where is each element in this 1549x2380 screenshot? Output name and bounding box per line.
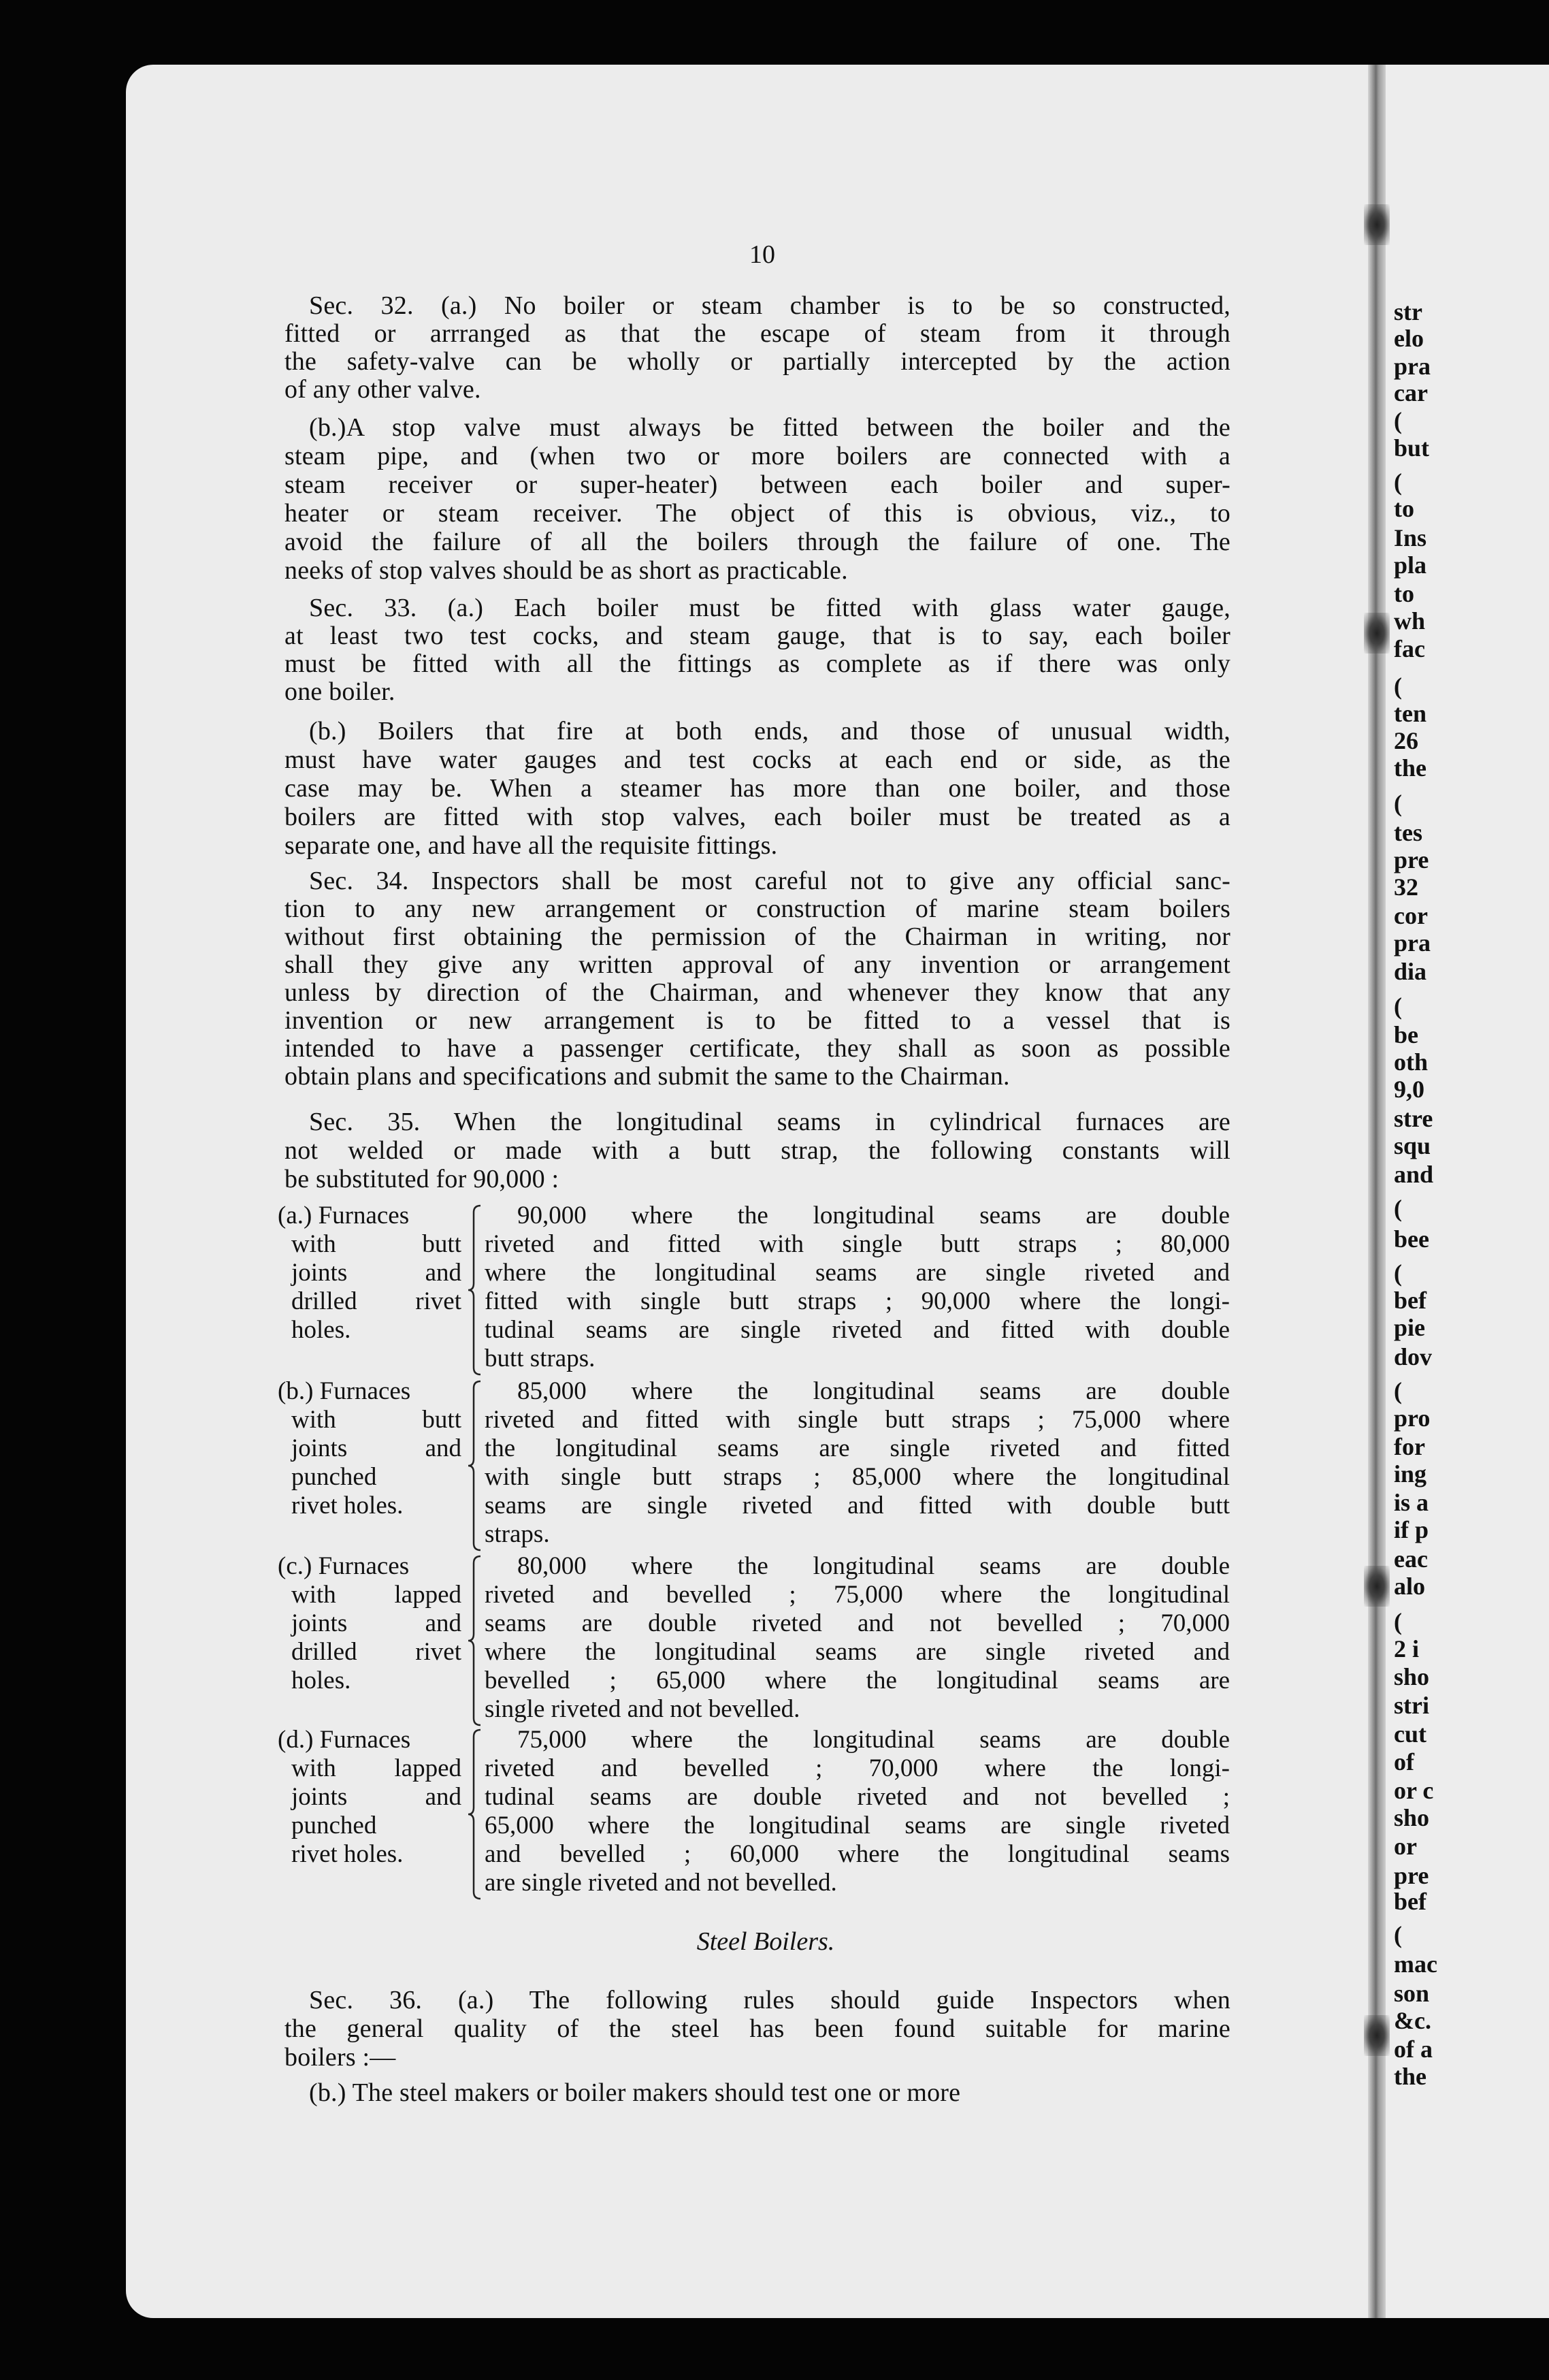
paragraph-line: Sec. 35. When the longitudinal seams in cylindrical furnaces are <box>309 1108 1230 1136</box>
binding-stitch <box>1364 2015 1390 2056</box>
furnace-label-line: rivet holes. <box>291 1492 404 1519</box>
paragraph-line: not welded or made with a butt strap, the following constants will <box>284 1136 1230 1165</box>
book-gutter <box>1368 65 1386 2318</box>
paragraph-line: (b.) Boilers that fire at both ends, and those of unusual width, <box>309 717 1230 745</box>
facing-page-fragment: ( <box>1394 468 1402 496</box>
furnace-constant-line: single riveted and not bevelled. <box>485 1695 800 1723</box>
paragraph-line: boilers are fitted with stop valves, each boiler must be treated as a <box>284 803 1230 831</box>
paragraph-line: neeks of stop valves should be as short as practicable. <box>284 556 848 585</box>
furnace-label-line: with butt <box>291 1406 461 1434</box>
facing-page-fragment: cut <box>1394 1720 1426 1748</box>
furnace-label-line: with butt <box>291 1230 461 1258</box>
page-number: 10 <box>749 240 775 269</box>
facing-page-fragment: ( <box>1394 1377 1402 1404</box>
furnace-constant-line: with single butt straps ; 85,000 where the longitudinal <box>485 1463 1230 1491</box>
furnace-constant-line: 65,000 where the longitudinal seams are single riveted <box>485 1812 1230 1839</box>
facing-page-fragment: ( <box>1394 1921 1402 1948</box>
facing-page-fragment: but <box>1394 434 1430 462</box>
facing-page-fragment: ( <box>1394 1608 1402 1635</box>
paragraph-line: without first obtaining the permission of the Chairman in writing, nor <box>284 922 1230 951</box>
paragraph-line: one boiler. <box>284 677 395 706</box>
facing-page-fragment: fac <box>1394 635 1425 662</box>
furnace-constant-line: 85,000 where the longitudinal seams are double <box>517 1377 1230 1405</box>
furnace-constant-line: seams are single riveted and fitted with double butt <box>485 1492 1230 1519</box>
paragraph-line: tion to any new arrangement or construction of marine steam boilers <box>284 895 1230 923</box>
binding-stitch <box>1364 1566 1390 1607</box>
furnace-label-line: drilled rivet <box>291 1638 461 1666</box>
facing-page-fragment: ( <box>1394 673 1402 700</box>
facing-page-fragment: dov <box>1394 1343 1433 1370</box>
furnace-label-line: drilled rivet <box>291 1287 461 1315</box>
furnace-constant-line: fitted with single butt straps ; 90,000 where the longi- <box>485 1287 1230 1315</box>
paragraph-line: be substituted for 90,000 : <box>284 1165 559 1193</box>
facing-page-fragment: ( <box>1394 1195 1402 1222</box>
furnace-label-line: punched <box>291 1812 377 1839</box>
furnace-constant-line: are single riveted and not bevelled. <box>485 1869 837 1897</box>
binding-stitch <box>1364 204 1390 245</box>
facing-page-fragment: ( <box>1394 993 1402 1020</box>
furnace-constant-line: 90,000 where the longitudinal seams are double <box>517 1202 1230 1229</box>
paragraph-line: intended to have a passenger certificate, they shall as soon as possible <box>284 1034 1230 1063</box>
furnace-constant-line: riveted and fitted with single butt straps ; 80,000 <box>485 1230 1230 1258</box>
facing-page-fragment: pre <box>1394 1862 1429 1889</box>
furnace-constant-line: riveted and fitted with single butt straps ; 75,000 where <box>485 1406 1230 1434</box>
paragraph-line: unless by direction of the Chairman, and whenever they know that any <box>284 978 1230 1007</box>
facing-page-fragment: or c <box>1394 1777 1434 1804</box>
facing-page-fragment: the <box>1394 754 1426 782</box>
paragraph-line: Sec. 32. (a.) No boiler or steam chamber is to be so constructed, <box>309 291 1230 320</box>
furnace-label-line: (b.) Furnaces <box>278 1377 411 1405</box>
brace-icon <box>468 1728 482 1900</box>
paragraph-line: avoid the failure of all the boilers through the failure of one. The <box>284 528 1230 556</box>
furnace-label-line: (a.) Furnaces <box>278 1202 410 1229</box>
furnace-label-line: joints and <box>291 1609 461 1637</box>
paragraph-line: separate one, and have all the requisite fittings. <box>284 831 778 860</box>
facing-page-fragment: elo <box>1394 325 1424 352</box>
paragraph-line: invention or new arrangement is to be fitted to a vessel that is <box>284 1006 1230 1035</box>
paragraph-line: obtain plans and specifications and submit the same to the Chairman. <box>284 1062 1010 1091</box>
furnace-constant-line: tudinal seams are double riveted and not bevelled ; <box>485 1783 1230 1811</box>
facing-page-fragment: wh <box>1394 607 1426 634</box>
furnace-constant-line: bevelled ; 65,000 where the longitudinal seams are <box>485 1667 1230 1694</box>
furnace-constant-line: riveted and bevelled ; 70,000 where the longi- <box>485 1754 1230 1782</box>
facing-page-fragment: tes <box>1394 819 1422 846</box>
binding-stitch <box>1364 613 1390 654</box>
facing-page-fragment: squ <box>1394 1132 1431 1159</box>
facing-page-fragment: 9,0 <box>1394 1076 1424 1103</box>
brace-icon <box>468 1380 482 1551</box>
facing-page-fragment: and <box>1394 1161 1434 1188</box>
facing-page-fragment: ( <box>1394 790 1402 817</box>
furnace-constant-line: straps. <box>485 1520 550 1548</box>
furnace-constant-line: where the longitudinal seams are single riveted and <box>485 1259 1230 1287</box>
facing-page-fragment: if p <box>1394 1516 1429 1543</box>
furnace-constant-line: the longitudinal seams are single riveted and fitted <box>485 1434 1230 1462</box>
facing-page-fragment: bee <box>1394 1225 1429 1253</box>
paragraph-line: must have water gauges and test cocks at each end or side, as the <box>284 745 1230 774</box>
paragraph-line: must be fitted with all the fittings as complete as if there was only <box>284 649 1230 678</box>
facing-page-fragment: or <box>1394 1833 1417 1860</box>
facing-page-fragment: cor <box>1394 902 1428 929</box>
furnace-label-line: punched <box>291 1463 377 1491</box>
paragraph-line: Sec. 34. Inspectors shall be most careful not to give any official sanc- <box>309 867 1230 895</box>
facing-page-fragment: 2 i <box>1394 1635 1420 1662</box>
facing-page-fragment: of <box>1394 1748 1414 1775</box>
paragraph-line: (b.) The steel makers or boiler makers should test one or more <box>309 2078 961 2107</box>
facing-page-fragment: of a <box>1394 2036 1433 2063</box>
section-heading-steel-boilers: Steel Boilers. <box>696 1927 835 1956</box>
paragraph-line: at least two test cocks, and steam gauge, that is to say, each boiler <box>284 622 1230 650</box>
furnace-label-line: rivet holes. <box>291 1840 404 1868</box>
furnace-constant-line: tudinal seams are single riveted and fitted with double <box>485 1316 1230 1344</box>
brace-icon <box>468 1555 482 1726</box>
paragraph-line: the safety-valve can be wholly or partially intercepted by the action <box>284 347 1230 376</box>
paragraph-line: boilers :— <box>284 2043 396 2072</box>
facing-page-fragment: oth <box>1394 1048 1429 1076</box>
paragraph-line: (b.)A stop valve must always be fitted between the boiler and the <box>309 413 1230 442</box>
facing-page-fragment: pre <box>1394 846 1429 873</box>
facing-page-fragment: stre <box>1394 1105 1433 1132</box>
facing-page-fragment: for <box>1394 1433 1425 1460</box>
furnace-constant-line: 75,000 where the longitudinal seams are double <box>517 1726 1230 1754</box>
furnace-constant-line: 80,000 where the longitudinal seams are double <box>517 1552 1230 1580</box>
facing-page-fragment: &c. <box>1394 2007 1431 2034</box>
furnace-label-line: joints and <box>291 1783 461 1811</box>
paragraph-line: steam receiver or super-heater) between each boiler and super- <box>284 470 1230 499</box>
facing-page-fragment: pro <box>1394 1404 1431 1432</box>
facing-page-fragment: is a <box>1394 1489 1429 1516</box>
furnace-constant-line: and bevelled ; 60,000 where the longitudinal seams <box>485 1840 1230 1868</box>
facing-page-fragment: sho <box>1394 1663 1430 1690</box>
furnace-constant-line: butt straps. <box>485 1345 596 1372</box>
paragraph-line: steam pipe, and (when two or more boilers are connected with a <box>284 442 1230 470</box>
paragraph-line: the general quality of the steel has been found suitable for marine <box>284 2014 1230 2043</box>
facing-page-fragment: eac <box>1394 1545 1428 1573</box>
facing-page-fragment: car <box>1394 379 1428 406</box>
facing-page-fragment: str <box>1394 298 1422 325</box>
furnace-label-line: joints and <box>291 1434 461 1462</box>
paragraph-line: shall they give any written approval of any invention or arrangement <box>284 950 1230 979</box>
facing-page-fragment: mac <box>1394 1950 1437 1978</box>
facing-page-fragment: dia <box>1394 958 1427 985</box>
paragraph-line: case may be. When a steamer has more than one boiler, and those <box>284 774 1230 803</box>
furnace-label-line: with lapped <box>291 1581 461 1609</box>
furnace-constant-line: riveted and bevelled ; 75,000 where the longitudinal <box>485 1581 1230 1609</box>
facing-page-fragment: bef <box>1394 1888 1426 1915</box>
furnace-label-line: holes. <box>291 1316 351 1344</box>
facing-page-fragment: be <box>1394 1021 1418 1048</box>
paragraph-line: heater or steam receiver. The object of this is obvious, viz., to <box>284 499 1230 528</box>
facing-page-fragment: ( <box>1394 407 1402 434</box>
facing-page-fragment: to <box>1394 495 1414 522</box>
facing-page-fragment: sho <box>1394 1804 1430 1831</box>
furnace-constant-line: where the longitudinal seams are single riveted and <box>485 1638 1230 1666</box>
facing-page-fragment: to <box>1394 580 1414 607</box>
facing-page-fragment: stri <box>1394 1692 1429 1719</box>
paragraph-line: fitted or arrranged as that the escape of steam from it through <box>284 319 1230 348</box>
facing-page-fragment: 32 <box>1394 873 1418 901</box>
facing-page-fragment: Ins <box>1394 524 1427 551</box>
facing-page-fragment: ten <box>1394 700 1426 727</box>
facing-page-fragment: ing <box>1394 1460 1427 1488</box>
furnace-label-line: joints and <box>291 1259 461 1287</box>
facing-page-fragment: 26 <box>1394 727 1418 754</box>
facing-page-fragment: pla <box>1394 551 1427 579</box>
furnace-label-line: (d.) Furnaces <box>278 1726 411 1754</box>
facing-page-fragment: the <box>1394 2063 1426 2090</box>
paragraph-line: Sec. 36. (a.) The following rules should guide Inspectors when <box>309 1986 1230 2014</box>
facing-page-fragment: son <box>1394 1980 1430 2007</box>
facing-page-fragment: pie <box>1394 1314 1426 1341</box>
furnace-constant-line: seams are double riveted and not bevelled ; 70,000 <box>485 1609 1230 1637</box>
paragraph-line: Sec. 33. (a.) Each boiler must be fitted with glass water gauge, <box>309 594 1230 622</box>
furnace-label-line: (c.) Furnaces <box>278 1552 410 1580</box>
facing-page-fragment: alo <box>1394 1573 1426 1600</box>
facing-page-fragment: pra <box>1394 929 1431 956</box>
facing-page-fragment: ( <box>1394 1259 1402 1287</box>
furnace-label-line: with lapped <box>291 1754 461 1782</box>
facing-page-fragment: pra <box>1394 353 1431 380</box>
facing-page-fragment: bef <box>1394 1287 1426 1314</box>
furnace-label-line: holes. <box>291 1667 351 1694</box>
paragraph-line: of any other valve. <box>284 375 481 404</box>
brace-icon <box>468 1204 482 1376</box>
